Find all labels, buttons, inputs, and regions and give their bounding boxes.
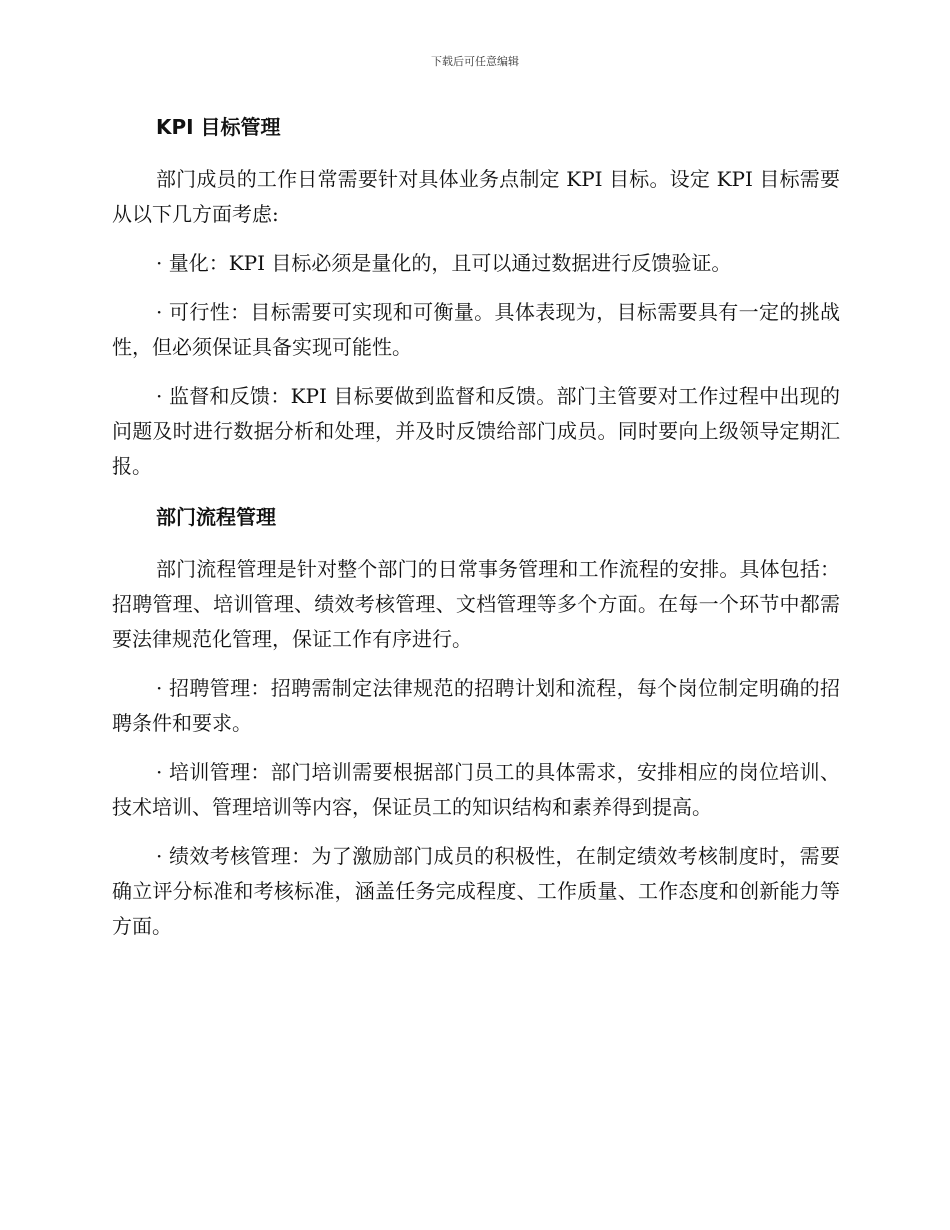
bullet-paragraph: · 量化：KPI 目标必须是量化的，且可以通过数据进行反馈验证。 [156,251,732,275]
document-body [112,108,840,958]
paragraph: 部门流程管理是针对整个部门的日常事务管理和工作流程的安排。具体包括：招聘管理、培训管理、绩效考核管理、文档管理等多个方面。在每一个环节中都需要法律规范化管理，保证工作有序进行。 [112,557,840,651]
paragraph: 部门成员的工作日常需要针对具体业务点制定 KPI 目标。设定 KPI 目标需要从以下几方面考虑: [112,167,840,226]
bullet-paragraph: · 可行性：目标需要可实现和可衡量。具体表现为，目标需要具有一定的挑战性，但必须保证具备实现可能性。 [112,300,840,359]
bullet-paragraph: · 绩效考核管理：为了激励部门成员的积极性，在制定绩效考核制度时，需要确立评分标准和考核标准，涵盖任务完成程度、工作质量、工作态度和创新能力等方面。 [112,844,840,938]
bullet-paragraph: · 监督和反馈：KPI 目标要做到监督和反馈。部门主管要对工作过程中出现的问题及时进行数据分析和处理，并及时反馈给部门成员。同时要向上级领导定期汇报。 [112,384,840,478]
page-header: 下载后可任意编辑 [431,55,519,68]
bullet-paragraph: · 培训管理：部门培训需要根据部门员工的具体需求，安排相应的岗位培训、技术培训、管理培训等内容，保证员工的知识结构和素养得到提高。 [112,760,840,819]
section-heading: 部门流程管理 [156,505,276,529]
section-heading: KPI 目标管理 [156,115,281,139]
bullet-paragraph: · 招聘管理：招聘需制定法律规范的招聘计划和流程，每个岗位制定明确的招聘条件和要求。 [112,676,840,735]
section-kpi [112,108,840,484]
section-process [112,498,840,944]
